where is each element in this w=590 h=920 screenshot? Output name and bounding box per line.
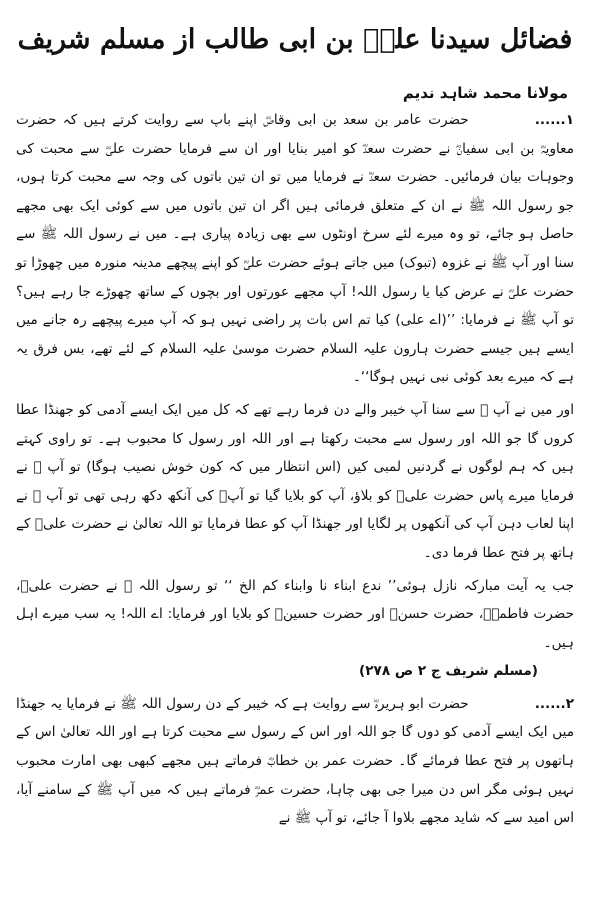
author-name: مولانا محمد شاہد ندیم xyxy=(402,84,568,102)
paragraph xyxy=(16,690,574,833)
paragraph: جب یہ آیت مبارکہ نازل ہوئی’’ ندع ابناء نا وابناء کم الخ ‘‘ تو رسول اللہ ﷺ نے حضرت علیؓ، حضرت فاطمہؓ، حضرت حسنؓ اور حضرت حسینؓ کو بلایا اور فرمایا: اے اللہ! یہ سب میرے اہل ہیں۔ xyxy=(16,577,574,651)
section-number: ۲...... xyxy=(534,695,574,712)
section-number: ۱...... xyxy=(534,112,574,128)
paragraph: اور میں نے آپ ﷺ سے سنا آپ خیبر والے دن فرما رہے تھے کہ کل میں ایک ایسے آدمی کو جھنڈا عطا کروں گا جو اللہ اور رسول سے محبت رکھتا ہے اور اللہ اور رسول کا محبوب ہے۔ تو راوی کہتے ہیں کہ ہم لوگوں نے گردنیں لمبی کیں (اس انتظار میں کہ کون خوش نصیب ہوگا) تو آپ ﷺ نے فرمایا میرے پاس حضرت علیؓ کو بلاؤ، آپ کو بلایا گیا تو آپؓ کی آنکھ دکھ رہی تھی تو آپ ﷺ نے اپنا لعاب دہن آپ کی آنکھوں پر لگایا اور جھنڈا آپ کو عطا فرمایا تو اللہ تعالیٰ نے حضرت علیؓ کے ہاتھ پر فتح عطا فرما دی۔ xyxy=(16,401,574,561)
reference-citation: (مسلم شریف ج ۲ ص ۲۷۸) xyxy=(359,663,538,680)
paragraph-text: حضرت عامر بن سعد بن ابی وقاصؓ اپنے باپ سے روایت کرتے ہیں کہ حضرت معاویہؓ بن ابی سفیانؓ نے حضرت سعدؓ کو امیر بنایا اور ان سے فرمایا حضرت علیؓ سے محبت کی وجوہات بیان فرمائیں۔ حضرت سعدؓ نے فرمایا میں تو ان تین باتوں کی وجہ سے محبت کرتا ہوں، جو رسول اللہ ﷺ نے ان کے متعلق فرمائی ہیں اگر ان تین باتوں میں سے کوئی ایک بھی مجھے حاصل ہو جائے، تو وہ میرے لئے سرخ اونٹوں سے بھی زیادہ پیاری ہے۔ میں نے رسول اللہ ﷺ سے سنا اور آپ ﷺ نے غزوہ (تبوک) میں جاتے ہوئے حضرت علیؓ کو اپنے پیچھے مدینہ منورہ میں چھوڑا تو حضرت علیؓ نے عرض کیا یا رسول اللہ! آپ مجھے عورتوں اور بچوں کے ساتھ چھوڑے جا رہے ہیں؟ تو آپ ﷺ نے فرمایا: ’’(اے علی) کیا تم اس بات پر راضی نہیں ہو کہ آپ میرے پیچھے رہ جانے میں ایسے ہیں جیسے حضرت ہارون علیہ السلام حضرت موسیٰ علیہ السلام کے لئے تھے، بس فرق یہ ہے کہ میرے بعد کوئی نبی نہیں ہوگا‘‘۔ xyxy=(16,112,574,386)
paragraph-text: حضرت ابو ہریرہؓ سے روایت ہے کہ خیبر کے دن رسول اللہ ﷺ نے فرمایا یہ جھنڈا میں ایک ایسے آدمی کو دوں گا جو اللہ اور اس کے رسول سے محبت کرتا ہے اور اللہ تعالیٰ اس کے ہاتھوں پر فتح عطا فرمائے گا۔ حضرت عمر بن خطابؓ فرماتے ہیں مجھے کبھی بھی امارت محبوب نہیں ہوئی مگر اس دن میرا جی بھی چاہا، حضرت عمرؓ فرماتے ہیں کہ میں آپ ﷺ کے سامنے آیا، اس امید سے کہ شاید مجھے بلاوا آ جائے، تو آپ ﷺ نے xyxy=(16,695,574,827)
paragraph xyxy=(16,106,574,392)
article-title: فضائل سیدنا علیؓ بن ابی طالب از مسلم شریف xyxy=(17,24,573,55)
